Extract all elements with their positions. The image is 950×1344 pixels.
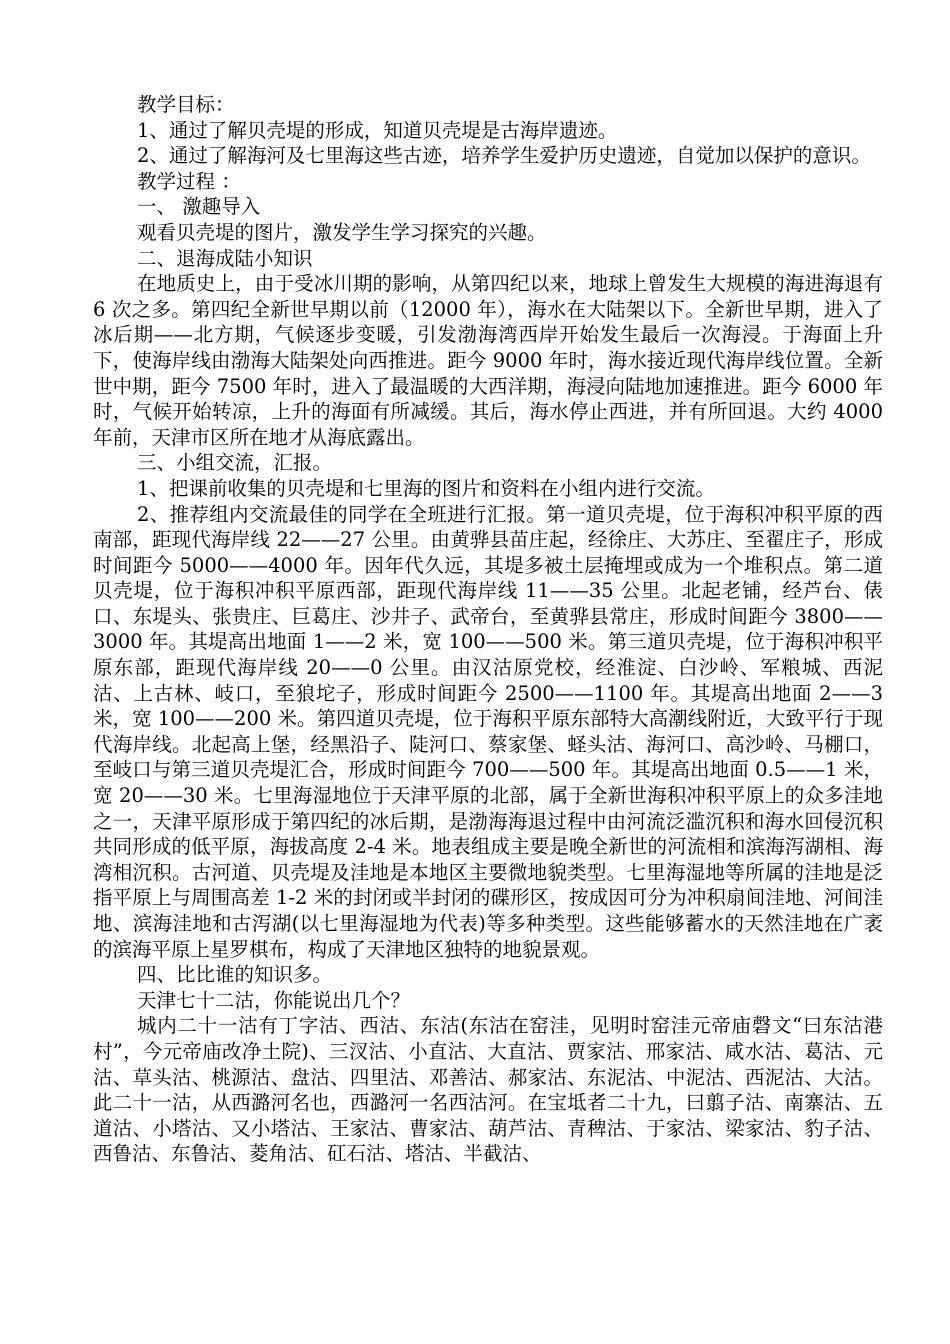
heading-teaching-process: 教学过程 ： (137, 169, 241, 193)
section-3-item-2: 2、推荐组内交流最佳的同学在全班进行汇报。第一道贝壳堤，位于海积冲积平原的西南部，距现代海岸线 22——27 公里。由黄骅县苗庄起，经徐庄、大苏庄、至翟庄子，形成时间距今 5000——4000 年。因年代久远，其堤多被土层掩埋或成为一个堆积点。第二道贝壳堤，位于海积冲积平原西部，距现代海岸线 11——35 公里。北起老铺，经芦台、俵口、东堤头、张贵庄、巨葛庄、沙井子、武帝台，至黄骅县常庄，形成时间距今 3800——3000 年。其堤高出地面 1——2 米，宽 100——500 米。第三道贝壳堤，位于海积冲积平原东部，距现代海岸线 20——0 公里。由汉沽原党校，经淮淀、白沙岭、军粮城、西泥沽、上古林、岐口，至狼坨子，形成时间距今 2500——1100 年。其堤高出地面 2——3 米，宽 100——200 米。第四道贝壳堤，位于海积平原东部特大高潮线附近，大致平行于现代海岸线。北起高上堡，经黑沿子、陡河口、蔡家堡、蛏头沽、海河口、高沙岭、马棚口，至岐口与第三道贝壳堤汇合，形成时间距今 700——500 年。其堤高出地面 0.5——1 米，宽 20——30 米。七里海湿地位于天津平原的北部，属于全新世海积冲积平原上的众多洼地之一，天津平原形成于第四纪的冰后期，是渤海海退过程中由河流泛滥沉积和海水回侵沉积共同形成的低平原，海拔高度 2-4 米。地表组成主要是晚全新世的河流相和滨海泻湖相、海湾相沉积。古河道、贝壳堤及洼地是本地区主要微地貌类型。七里海湿地等所属的洼地是泛指平原上与周围高差 1-2 米的封闭或半封闭的碟形区，按成因可分为冲积扇间洼地、河间洼地、滨海洼地和古泻湖(以七里海湿地为代表)等多种类型。这些能够蓄水的天然洼地在广袤的滨海平原上星罗棋布，构成了天津地区独特的地貌景观。 (93, 502, 883, 961)
section-2-heading: 二、退海成陆小知识 (137, 246, 313, 270)
document-page (93, 92, 883, 1167)
section-4-text: 城内二十一沽有丁字沽、西沽、东沽(东沽在窑洼，见明时窑洼元帝庙磬文“曰东沽港村”，今元帝庙改净土院)、三汊沽、小直沽、大直沽、贾家沽、邢家沽、咸水沽、葛沽、元沽、草头沽、桃源沽、盘沽、四里沽、邓善沽、郝家沽、东泥沽、中泥沽、西泥沽、大沽。此二十一沽，从西潞河名也，西潞河一名西沽河。在宝坻者二十九，曰翦子沽、南寨沽、五道沽、小塔沽、又小塔沽、王家沽、曹家沽、葫芦沽、青稗沽、于家沽、梁家沽、豹子沽、西鲁沽、东鲁沽、菱角沽、矼石沽、塔沽、半截沽、 (93, 1014, 883, 1166)
section-4-question: 天津七十二沽，你能说出几个？ (137, 988, 411, 1012)
section-3-item-1: 1、把课前收集的贝壳堤和七里海的图片和资料在小组内进行交流。 (137, 476, 715, 500)
goal-item-1: 1、通过了解贝壳堤的形成，知道贝壳堤是古海岸遗迹。 (137, 118, 618, 142)
section-3-heading: 三、小组交流，汇报。 (137, 451, 333, 475)
goal-item-2: 2、通过了解海河及七里海这些古迹，培养学生爱护历史遗迹，自觉加以保护的意识。 (137, 144, 871, 168)
heading-teaching-goals: 教学目标： (137, 93, 235, 116)
section-1-text: 观看贝壳堤的图片，激发学生学习探究的兴趣。 (137, 220, 547, 244)
section-2-text: 在地质史上，由于受冰川期的影响，从第四纪以来，地球上曾发生大规模的海进海退有 6 次之多。第四纪全新世早期以前（12000 年），海水在大陆架以下。全新世早期，进入了冰后期——北方期，气候逐步变暖，引发渤海湾西岸开始发生最后一次海浸。于海面上升下，使海岸线由渤海大陆架处向西推进。距今 9000 年时，海水接近现代海岸线位置。全新世中期，距今 7500 年时，进入了最温暖的大西洋期，海浸向陆地加速推进。距今 6000 年时，气候开始转凉，上升的海面有所减缓。其后，海水停止西进，并有所回退。大约 4000 年前，天津市区所在地才从海底露出。 (93, 272, 883, 449)
section-4-heading: 四、比比谁的知识多。 (137, 963, 333, 987)
section-1-heading: 一、 激趣导入 (137, 195, 261, 219)
